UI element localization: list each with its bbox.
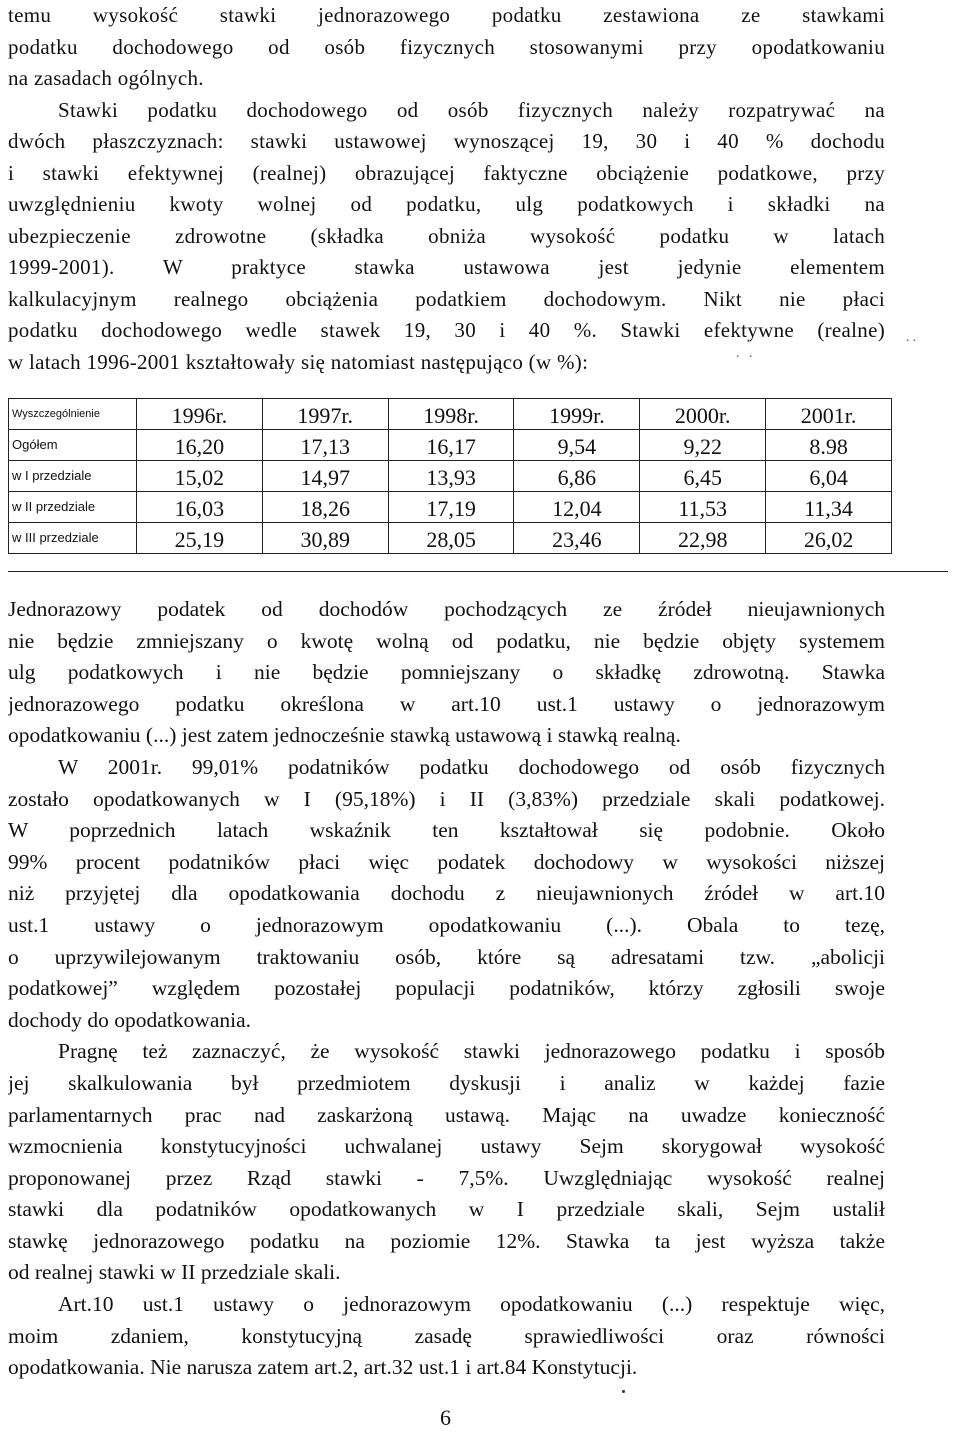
table-cell: 17,13 [262, 430, 388, 461]
text-line: wzmocnienia konstytucyjności uchwalanej ustawy Sejm skorygował wysokość [8, 1134, 885, 1159]
text-line: Stawki podatku dochodowego od osób fizycznych należy rozpatrywać na [58, 97, 885, 122]
text-line: temu wysokość stawki jednorazowego podatku zestawiona ze stawkami [8, 3, 885, 27]
text-line: w latach 1996-2001 kształtowały się natomiast następująco (w %): [8, 349, 589, 374]
text-line: nie będzie zmniejszany o kwotę wolną od podatku, nie będzie objęty systemem [8, 628, 885, 653]
text-line: niż przyjętej dla opodatkowania dochodu z nieujawnionych źródeł w art.10 [8, 881, 885, 906]
text-line: ulg podatkowych i nie będzie pomniejszany o składkę zdrowotną. Stawka [8, 660, 885, 685]
text-line: W poprzednich latach wskaźnik ten kształtował się podobnie. Około [8, 818, 885, 843]
scan-dots: .. [906, 330, 919, 345]
table-row [9, 430, 892, 461]
tax-rates-table [8, 398, 948, 568]
table-cell: 9,54 [514, 430, 640, 461]
table-cell: 25,19 [137, 523, 263, 554]
text-line: podatku dochodowego od osób fizycznych stosowanymi przy opodatkowaniu [8, 34, 885, 59]
text-line: podatku dochodowego wedle stawek 19, 30 i 40 %. Stawki efektywne (realne) [8, 318, 885, 342]
table-cell: 9,22 [640, 430, 766, 461]
table-cell: 13,93 [388, 461, 514, 492]
text-line: podatkowej” względem pozostałej populacji podatników, którzy zgłosili swoje [8, 976, 885, 1001]
text-line: Art.10 ust.1 ustawy o jednorazowym opodatkowaniu (...) respektuje więc, [58, 1292, 885, 1317]
text-line: stawki dla podatników opodatkowanych w I przedziale skali, Sejm ustalił [8, 1197, 885, 1222]
table-cell: 15,02 [137, 461, 263, 492]
scan-dot [622, 1390, 625, 1393]
text-line: od realnej stawki w II przedziale skali. [8, 1260, 341, 1285]
text-line: uwzględnieniu kwoty wolnej od podatku, ulg podatkowych i składki na [8, 192, 885, 216]
row-label: w I przedziale [9, 461, 137, 492]
text-line: 99% procent podatników płaci więc podatek dochodowy w wysokości niższej [8, 849, 885, 874]
table-cell: 11,53 [640, 492, 766, 523]
page-number: 6 [440, 1405, 451, 1430]
text-line: zostało opodatkowanych w I (95,18%) i II (3,83%) przedziale skali podatkowej. [8, 786, 885, 811]
table-cell: 16,03 [137, 492, 263, 523]
text-line: moim zdaniem, konstytucyjną zasadę sprawiedliwości oraz równości [8, 1323, 885, 1348]
text-line: jej skalkulowania był przedmiotem dyskusji i analiz w każdej fazie [8, 1070, 885, 1095]
table-cell: 22,98 [640, 523, 766, 554]
text-line: stawkę jednorazowego podatku na poziomie 12%. Stawka ta jest wyższa także [8, 1228, 885, 1253]
intro-paragraph [8, 0, 885, 378]
table-row [9, 492, 892, 523]
table-header-cell: Wyszczególnienie [9, 399, 137, 430]
table-cell: 6,86 [514, 461, 640, 492]
table-cell: 23,46 [514, 523, 640, 554]
table-header-cell: 1999r. [514, 399, 640, 430]
table-header-cell: 1996r. [137, 399, 263, 430]
table-header-cell: 2001r. [766, 399, 892, 430]
text-line: ubezpieczenie zdrowotne (składka obniża wysokość podatku w latach [8, 223, 885, 248]
row-label: w II przedziale [9, 492, 137, 523]
text-line: i stawki efektywnej (realnej) obrazującej faktyczne obciążenie podatkowe, przy [8, 160, 885, 185]
table-cell: 16,20 [137, 430, 263, 461]
table-header-cell: 1998r. [388, 399, 514, 430]
text-line: na zasadach ogólnych. [8, 66, 204, 90]
table-header-cell: 2000r. [640, 399, 766, 430]
scan-dots: . . [736, 346, 756, 361]
table-cell: 11,34 [766, 492, 892, 523]
table-cell: 8.98 [766, 430, 892, 461]
table-header-row [9, 399, 892, 430]
table-header-cell: 1997r. [262, 399, 388, 430]
table-cell: 26,02 [766, 523, 892, 554]
text-line: dochody do opodatkowania. [8, 1007, 252, 1032]
table-row [9, 461, 892, 492]
text-line: o uprzywilejowanym traktowaniu osób, które są adresatami tzw. „abolicji [8, 944, 885, 969]
text-line: dwóch płaszczyznach: stawki ustawowej wynoszącej 19, 30 i 40 % dochodu [8, 129, 885, 153]
text-line: Jednorazowy podatek od dochodów pochodzących ze źródeł nieujawnionych [8, 597, 885, 621]
table-rule [8, 571, 948, 572]
text-line: ust.1 ustawy o jednorazowym opodatkowaniu (...). Obala to tezę, [8, 912, 885, 937]
text-line: W 2001r. 99,01% podatników podatku dochodowego od osób fizycznych [58, 754, 885, 779]
table-cell: 16,17 [388, 430, 514, 461]
text-line: opodatkowaniu (...) jest zatem jednocześnie stawką ustawową i stawką realną. [8, 723, 681, 748]
table-cell: 12,04 [514, 492, 640, 523]
text-line: 1999-2001). W praktyce stawka ustawowa jest jedynie elementem [8, 255, 885, 279]
table-cell: 14,97 [262, 461, 388, 492]
table-cell: 6,04 [766, 461, 892, 492]
table-cell: 6,45 [640, 461, 766, 492]
text-line: parlamentarnych prac nad zaskarżoną ustawą. Mając na uwadze konieczność [8, 1102, 885, 1127]
table-cell: 30,89 [262, 523, 388, 554]
body-text [8, 594, 885, 1384]
text-line: Pragnę też zaznaczyć, że wysokość stawki jednorazowego podatku i sposób [58, 1039, 885, 1064]
text-line: proponowanej przez Rząd stawki - 7,5%. Uwzględniając wysokość realnej [8, 1165, 885, 1190]
text-line: jednorazowego podatku określona w art.10 ust.1 ustawy o jednorazowym [8, 691, 885, 716]
table-row [9, 523, 892, 554]
table-cell: 18,26 [262, 492, 388, 523]
text-line: opodatkowania. Nie narusza zatem art.2, art.32 ust.1 i art.84 Konstytucji. [8, 1355, 638, 1380]
row-label: w III przedziale [9, 523, 137, 554]
table-cell: 17,19 [388, 492, 514, 523]
row-label: Ogółem [9, 430, 137, 461]
text-line: kalkulacyjnym realnego obciążenia podatkiem dochodowym. Nikt nie płaci [8, 286, 885, 311]
table-cell: 28,05 [388, 523, 514, 554]
